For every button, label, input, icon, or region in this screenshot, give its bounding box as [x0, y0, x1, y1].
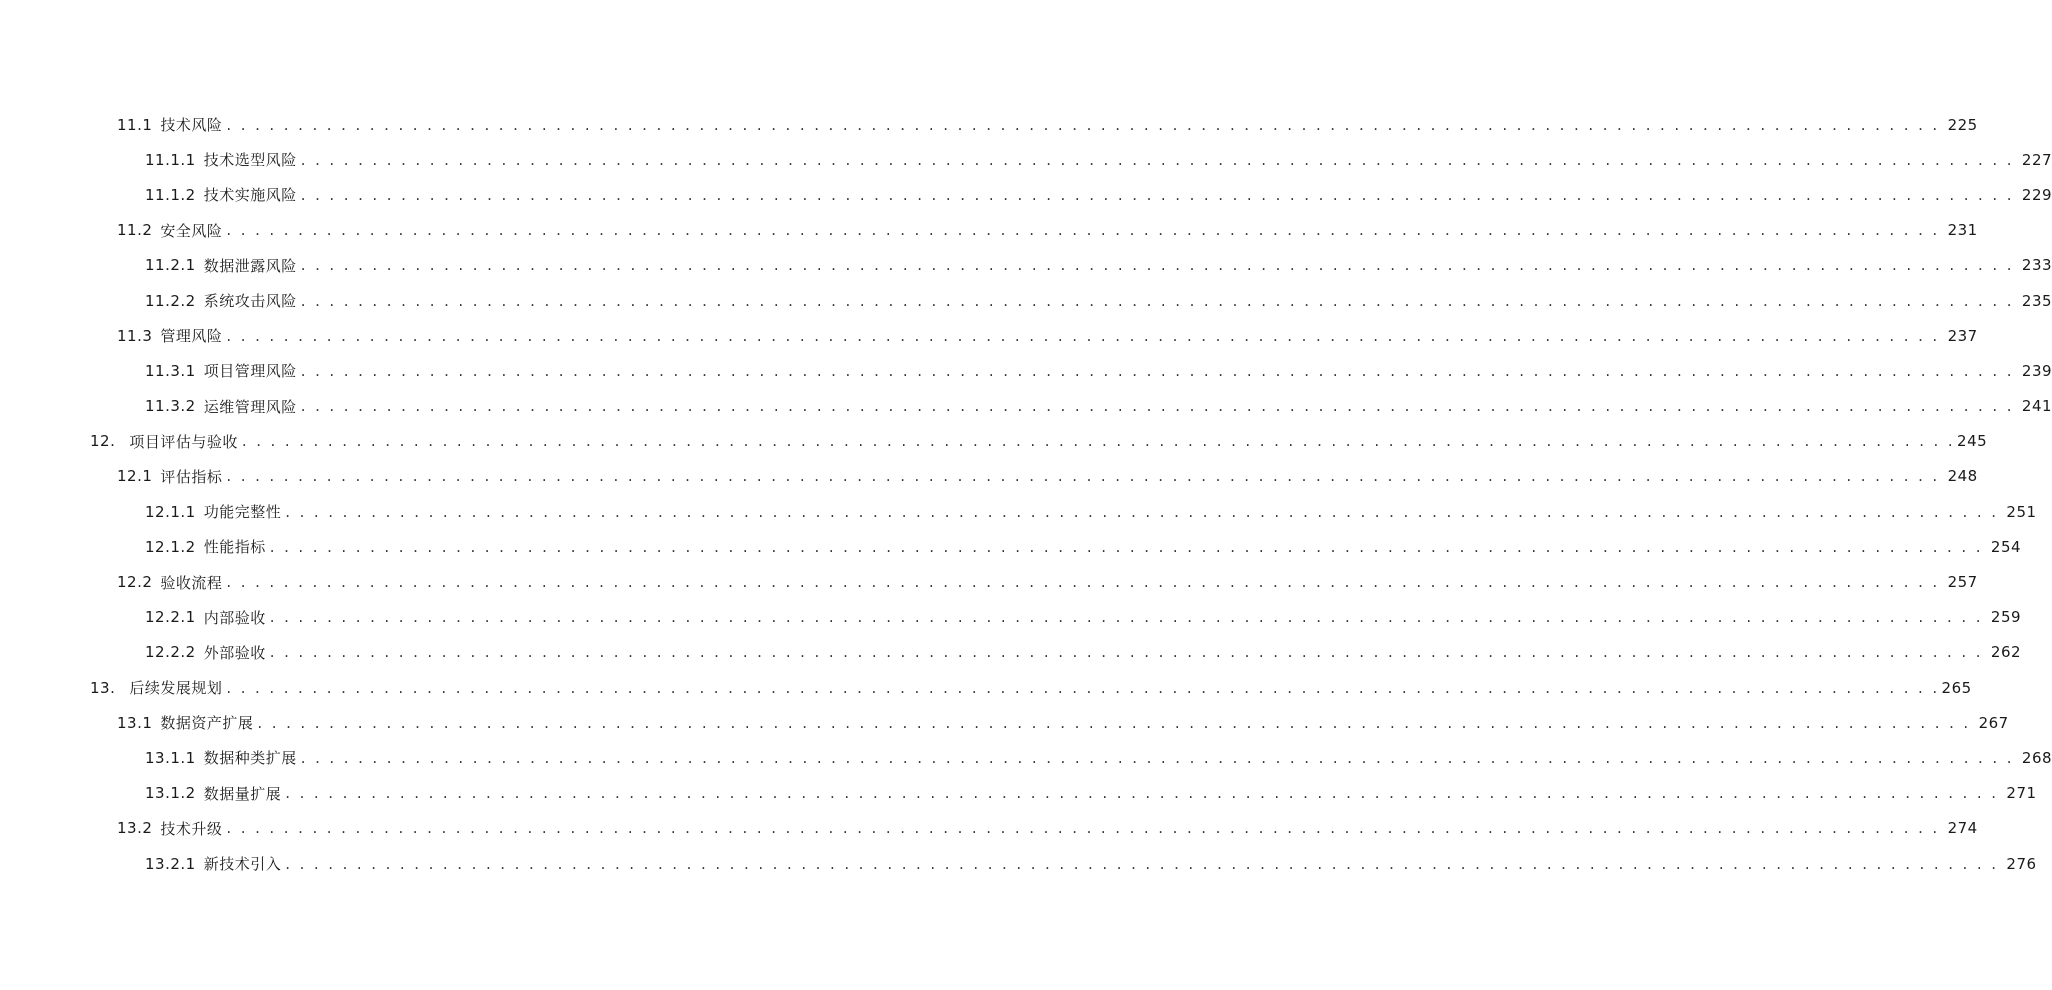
- toc-entry[interactable]: [0, 459, 1978, 494]
- toc-entry[interactable]: [0, 248, 2052, 283]
- toc-entry-title: 项目评估与验收: [129, 432, 238, 451]
- toc-entry[interactable]: [0, 811, 1978, 846]
- toc-entry-page-number: 276: [2006, 854, 2037, 873]
- toc-entry-title: 验收流程: [160, 573, 223, 592]
- toc-entry[interactable]: [0, 529, 2022, 564]
- dot-leader: . . . . . . . . . . . . . . . . . . . . . . . . . . . . . . . . . . . . . . . . . . . . . . . . . . . . . . . . . . . . . . . . . . . . . . . . . . . . . . . . . . . . . . . . . . . . . . . . . . . . . . . . . . . . . . . . . . . . . . . .: [285, 854, 1999, 873]
- toc-entry-number: 12.1.1: [145, 502, 196, 521]
- toc-entry-number: 12.2.2: [145, 643, 196, 662]
- toc-entry[interactable]: [0, 564, 1978, 599]
- toc-entry-page-number: 231: [1947, 221, 1978, 240]
- toc-entry-page-number: 225: [1947, 115, 1978, 134]
- toc-entry-page-number: 245: [1957, 432, 1988, 451]
- table-of-contents: [0, 107, 2052, 881]
- toc-entry[interactable]: [0, 142, 2052, 177]
- toc-entry[interactable]: [0, 670, 1972, 705]
- toc-entry[interactable]: [0, 389, 2052, 424]
- toc-entry-title: 数据资产扩展: [160, 714, 254, 733]
- toc-entry-title: 技术实施风险: [203, 186, 297, 205]
- toc-entry-title: 外部验收: [203, 643, 266, 662]
- toc-entry-page-number: 229: [2021, 185, 2052, 204]
- toc-entry[interactable]: [0, 177, 2052, 212]
- dot-leader: . . . . . . . . . . . . . . . . . . . . . . . . . . . . . . . . . . . . . . . . . . . . . . . . . . . . . . . . . . . . . . . . . . . . . . . . . . . . . . . . . . . . . . . . . . . . . . . . . . . . . . . . . . . . . . . . . . . . . . . .: [300, 291, 2014, 310]
- toc-entry-number: 13.1.1: [145, 748, 196, 767]
- toc-entry-number: 11.3.1: [145, 361, 196, 380]
- dot-leader: . . . . . . . . . . . . . . . . . . . . . . . . . . . . . . . . . . . . . . . . . . . . . . . . . . . . . . . . . . . . . . . . . . . . . . . . . . . . . . . . . . . . . . . . . . . . . . . . . . . . . . . . . . . . . . . . . . . . . . . .: [257, 713, 1971, 732]
- toc-entry[interactable]: [0, 283, 2052, 318]
- toc-entry-page-number: 257: [1947, 573, 1978, 592]
- toc-entry-page-number: 248: [1947, 467, 1978, 486]
- dot-leader: . . . . . . . . . . . . . . . . . . . . . . . . . . . . . . . . . . . . . . . . . . . . . . . . . . . . . . . . . . . . . . . . . . . . . . . . . . . . . . . . . . . . . . . . . . . . . . . . . . . . . . . . . . . . . . . . . . . . . . . .: [226, 678, 1940, 697]
- toc-entry[interactable]: [0, 107, 1978, 142]
- toc-entry-title: 数据泄露风险: [203, 256, 297, 275]
- toc-entry-title: 运维管理风险: [203, 397, 297, 416]
- toc-entry-number: 13.2: [117, 819, 153, 838]
- toc-entry-page-number: 251: [2006, 502, 2037, 521]
- toc-entry-page-number: 227: [2021, 150, 2052, 169]
- dot-leader: . . . . . . . . . . . . . . . . . . . . . . . . . . . . . . . . . . . . . . . . . . . . . . . . . . . . . . . . . . . . . . . . . . . . . . . . . . . . . . . . . . . . . . . . . . . . . . . . . . . . . . . . . . . . . . . . . . . . . . . .: [300, 361, 2014, 380]
- toc-entry-page-number: 271: [2006, 784, 2037, 803]
- dot-leader: . . . . . . . . . . . . . . . . . . . . . . . . . . . . . . . . . . . . . . . . . . . . . . . . . . . . . . . . . . . . . . . . . . . . . . . . . . . . . . . . . . . . . . . . . . . . . . . . . . . . . . . . . . . . . . . . . . . . . . . .: [300, 150, 2014, 169]
- dot-leader: . . . . . . . . . . . . . . . . . . . . . . . . . . . . . . . . . . . . . . . . . . . . . . . . . . . . . . . . . . . . . . . . . . . . . . . . . . . . . . . . . . . . . . . . . . . . . . . . . . . . . . . . . . . . . . . . . . . . . . . .: [226, 819, 1940, 838]
- toc-entry-number: 11.1: [117, 115, 153, 134]
- toc-entry[interactable]: [0, 424, 1988, 459]
- dot-leader: . . . . . . . . . . . . . . . . . . . . . . . . . . . . . . . . . . . . . . . . . . . . . . . . . . . . . . . . . . . . . . . . . . . . . . . . . . . . . . . . . . . . . . . . . . . . . . . . . . . . . . . . . . . . . . . . . . . . . . . .: [269, 537, 1983, 556]
- toc-entry[interactable]: [0, 600, 2022, 635]
- toc-entry-number: 13.2.1: [145, 854, 196, 873]
- dot-leader: . . . . . . . . . . . . . . . . . . . . . . . . . . . . . . . . . . . . . . . . . . . . . . . . . . . . . . . . . . . . . . . . . . . . . . . . . . . . . . . . . . . . . . . . . . . . . . . . . . . . . . . . . . . . . . . . . . . . . . . .: [269, 643, 1983, 662]
- toc-entry-title: 管理风险: [160, 327, 223, 346]
- toc-entry[interactable]: [0, 494, 2037, 529]
- toc-entry-number: 11.1.1: [145, 150, 196, 169]
- dot-leader: . . . . . . . . . . . . . . . . . . . . . . . . . . . . . . . . . . . . . . . . . . . . . . . . . . . . . . . . . . . . . . . . . . . . . . . . . . . . . . . . . . . . . . . . . . . . . . . . . . . . . . . . . . . . . . . . . . . . . . . .: [226, 221, 1940, 240]
- toc-entry[interactable]: [0, 353, 2052, 388]
- toc-entry-page-number: 262: [1990, 643, 2022, 662]
- toc-entry-number: 12.2.1: [145, 608, 196, 627]
- dot-leader: . . . . . . . . . . . . . . . . . . . . . . . . . . . . . . . . . . . . . . . . . . . . . . . . . . . . . . . . . . . . . . . . . . . . . . . . . . . . . . . . . . . . . . . . . . . . . . . . . . . . . . . . . . . . . . . . . . . . . . . .: [226, 573, 1940, 592]
- toc-entry[interactable]: [0, 846, 2037, 881]
- toc-entry-title: 性能指标: [203, 538, 266, 557]
- dot-leader: . . . . . . . . . . . . . . . . . . . . . . . . . . . . . . . . . . . . . . . . . . . . . . . . . . . . . . . . . . . . . . . . . . . . . . . . . . . . . . . . . . . . . . . . . . . . . . . . . . . . . . . . . . . . . . . . . . . . . . . .: [226, 326, 1940, 345]
- dot-leader: . . . . . . . . . . . . . . . . . . . . . . . . . . . . . . . . . . . . . . . . . . . . . . . . . . . . . . . . . . . . . . . . . . . . . . . . . . . . . . . . . . . . . . . . . . . . . . . . . . . . . . . . . . . . . . . . . . . . . . . .: [300, 748, 2014, 767]
- toc-entry-number: 12.1: [117, 467, 153, 486]
- dot-leader: . . . . . . . . . . . . . . . . . . . . . . . . . . . . . . . . . . . . . . . . . . . . . . . . . . . . . . . . . . . . . . . . . . . . . . . . . . . . . . . . . . . . . . . . . . . . . . . . . . . . . . . . . . . . . . . . . . . . . . . .: [285, 784, 1999, 803]
- toc-entry-page-number: 268: [2021, 748, 2052, 767]
- toc-entry-page-number: 239: [2021, 361, 2052, 380]
- toc-entry[interactable]: [0, 213, 1978, 248]
- toc-entry-number: 13.1: [117, 713, 153, 732]
- toc-entry-page-number: 241: [2021, 397, 2052, 416]
- toc-entry[interactable]: [0, 740, 2052, 775]
- toc-entry-number: 12.2: [117, 573, 153, 592]
- dot-leader: . . . . . . . . . . . . . . . . . . . . . . . . . . . . . . . . . . . . . . . . . . . . . . . . . . . . . . . . . . . . . . . . . . . . . . . . . . . . . . . . . . . . . . . . . . . . . . . . . . . . . . . . . . . . . . . . . . . . . . . .: [300, 397, 2014, 416]
- dot-leader: . . . . . . . . . . . . . . . . . . . . . . . . . . . . . . . . . . . . . . . . . . . . . . . . . . . . . . . . . . . . . . . . . . . . . . . . . . . . . . . . . . . . . . . . . . . . . . . . . . . . . . . . . . . . . . . . . . . . . . . .: [285, 502, 1999, 521]
- toc-entry-title: 新技术引入: [203, 855, 282, 874]
- toc-entry-title: 技术选型风险: [203, 151, 297, 170]
- toc-entry-title: 内部验收: [203, 608, 266, 627]
- toc-entry-page-number: 259: [1990, 608, 2022, 627]
- toc-entry-number: 13.1.2: [145, 784, 196, 803]
- toc-entry[interactable]: [0, 705, 2009, 740]
- toc-entry[interactable]: [0, 318, 1978, 353]
- toc-entry-number: 11.2.2: [145, 291, 196, 310]
- toc-entry-title: 评估指标: [160, 467, 223, 486]
- toc-entry-number: 12.1.2: [145, 537, 196, 556]
- toc-entry-title: 安全风险: [160, 221, 223, 240]
- toc-entry-title: 系统攻击风险: [203, 292, 297, 311]
- toc-entry-page-number: 267: [1978, 713, 2009, 732]
- toc-entry-number: 13.: [90, 678, 116, 697]
- toc-entry-number: 11.2.1: [145, 256, 196, 275]
- toc-entry-number: 11.3: [117, 326, 153, 345]
- toc-entry-page-number: 274: [1947, 819, 1978, 838]
- dot-leader: . . . . . . . . . . . . . . . . . . . . . . . . . . . . . . . . . . . . . . . . . . . . . . . . . . . . . . . . . . . . . . . . . . . . . . . . . . . . . . . . . . . . . . . . . . . . . . . . . . . . . . . . . . . . . . . . . . . . . . . .: [226, 467, 1940, 486]
- toc-entry-number: 11.2: [117, 221, 153, 240]
- toc-entry[interactable]: [0, 776, 2037, 811]
- toc-entry[interactable]: [0, 635, 2022, 670]
- toc-entry-title: 技术升级: [160, 819, 223, 838]
- dot-leader: . . . . . . . . . . . . . . . . . . . . . . . . . . . . . . . . . . . . . . . . . . . . . . . . . . . . . . . . . . . . . . . . . . . . . . . . . . . . . . . . . . . . . . . . . . . . . . . . . . . . . . . . . . . . . . . . . . . . . . . .: [300, 185, 2014, 204]
- dot-leader: . . . . . . . . . . . . . . . . . . . . . . . . . . . . . . . . . . . . . . . . . . . . . . . . . . . . . . . . . . . . . . . . . . . . . . . . . . . . . . . . . . . . . . . . . . . . . . . . . . . . . . . . . . . . . . . . . . . . . . . .: [241, 432, 1956, 451]
- toc-entry-title: 数据种类扩展: [203, 749, 297, 768]
- toc-entry-number: 11.1.2: [145, 185, 196, 204]
- toc-entry-number: 12.: [90, 432, 116, 451]
- dot-leader: . . . . . . . . . . . . . . . . . . . . . . . . . . . . . . . . . . . . . . . . . . . . . . . . . . . . . . . . . . . . . . . . . . . . . . . . . . . . . . . . . . . . . . . . . . . . . . . . . . . . . . . . . . . . . . . . . . . . . . . .: [269, 608, 1983, 627]
- toc-entry-page-number: 237: [1947, 326, 1978, 345]
- toc-entry-number: 11.3.2: [145, 397, 196, 416]
- toc-entry-title: 数据量扩展: [203, 784, 282, 803]
- toc-entry-title: 项目管理风险: [203, 362, 297, 381]
- toc-entry-page-number: 235: [2021, 291, 2052, 310]
- toc-entry-title: 后续发展规划: [129, 679, 223, 698]
- toc-entry-page-number: 254: [1990, 537, 2022, 556]
- toc-entry-page-number: 265: [1941, 678, 1972, 697]
- toc-entry-title: 功能完整性: [203, 503, 282, 522]
- dot-leader: . . . . . . . . . . . . . . . . . . . . . . . . . . . . . . . . . . . . . . . . . . . . . . . . . . . . . . . . . . . . . . . . . . . . . . . . . . . . . . . . . . . . . . . . . . . . . . . . . . . . . . . . . . . . . . . . . . . . . . . .: [300, 256, 2014, 275]
- dot-leader: . . . . . . . . . . . . . . . . . . . . . . . . . . . . . . . . . . . . . . . . . . . . . . . . . . . . . . . . . . . . . . . . . . . . . . . . . . . . . . . . . . . . . . . . . . . . . . . . . . . . . . . . . . . . . . . . . . . . . . . .: [226, 115, 1940, 134]
- toc-entry-page-number: 233: [2021, 256, 2052, 275]
- toc-entry-title: 技术风险: [160, 116, 223, 135]
